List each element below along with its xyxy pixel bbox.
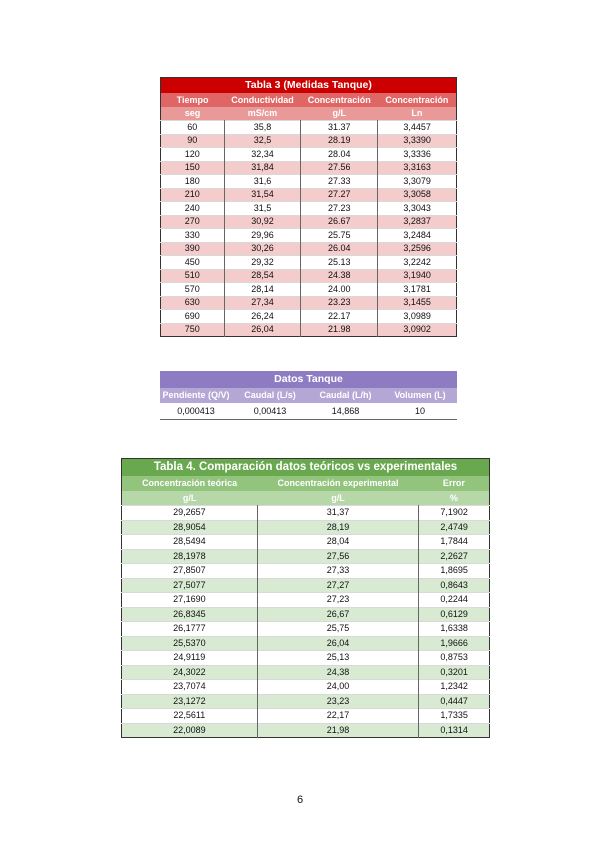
table-cell: 26,8345 [122,607,258,622]
table-cell: 750 [161,323,225,337]
column-unit: % [419,491,490,506]
table-cell: 60 [161,121,225,135]
table-cell: 3,3163 [378,161,457,175]
table-row [161,310,457,324]
table-row [122,709,490,724]
column-unit: g/L [122,491,258,506]
table-cell: 3,3058 [378,188,457,202]
table-cell: 0,8753 [419,651,490,666]
table-cell: 27,27 [257,578,419,593]
table-cell: 35,8 [224,121,301,135]
table-cell: 10 [414,405,425,416]
column-header: Concentración teórica [122,476,258,491]
table-cell: 0,000413 [177,405,215,416]
table-row [122,694,490,709]
table-cell: 27.27 [301,188,378,202]
table-cell: 2,4749 [419,520,490,535]
table-cell: 28,5494 [122,535,258,550]
table-cell: 3,2596 [378,242,457,256]
table-cell: 1,7844 [419,535,490,550]
table-cell: 25.13 [301,256,378,270]
table-cell: 3,0902 [378,323,457,337]
table-row [161,121,457,135]
table-cell: 510 [161,269,225,283]
table-cell: 26,04 [257,636,419,651]
table-cell: 0,6129 [419,607,490,622]
table-row [160,403,457,420]
table-row [122,665,490,680]
tabla-4-title: Tabla 4. Comparación datos teóricos vs experimentales [122,459,490,477]
table-cell: 31,5 [224,202,301,216]
table-cell: 29,2657 [122,506,258,521]
table-cell: 1,8695 [419,564,490,579]
table-cell: 23.23 [301,296,378,310]
table-row [161,229,457,243]
table-cell: 14,868 [331,405,360,416]
table-row [161,202,457,216]
table-cell: 30,26 [224,242,301,256]
table-cell: 23,23 [257,694,419,709]
tabla-4-comparacion [121,458,490,738]
table-row [122,680,490,695]
column-unit: g/L [257,491,419,506]
table-row [122,651,490,666]
table-cell: 3,4457 [378,121,457,135]
table-cell: 26.04 [301,242,378,256]
table-row [161,256,457,270]
table-cell: 3,3079 [378,175,457,189]
table-cell: 630 [161,296,225,310]
table-cell: 27.56 [301,161,378,175]
table-cell: 26,1777 [122,622,258,637]
table-cell: 3,3043 [378,202,457,216]
table-cell: 29,32 [224,256,301,270]
table-row [161,323,457,337]
column-header: Conductividad [224,93,301,107]
table-cell: 25.75 [301,229,378,243]
table-row [122,636,490,651]
table-cell: 3,3390 [378,134,457,148]
table-cell: 22,17 [257,709,419,724]
table-cell: 3,3336 [378,148,457,162]
column-unit: g/L [301,107,378,121]
column-header: Caudal (L/s) [232,388,308,403]
table-cell: 120 [161,148,225,162]
table-cell: 23,7074 [122,680,258,695]
table-cell: 23,1272 [122,694,258,709]
table-cell: 24,38 [257,665,419,680]
table-cell: 25,13 [257,651,419,666]
table-row [122,520,490,535]
column-unit: Ln [378,107,457,121]
table-cell: 1,6338 [419,622,490,637]
table-cell: 1,9666 [419,636,490,651]
table-cell: 240 [161,202,225,216]
table-cell: 0,8643 [419,578,490,593]
column-header: Concentración [301,93,378,107]
table-cell: 22.17 [301,310,378,324]
table-cell: 27,34 [224,296,301,310]
table-cell: 0,00413 [253,405,287,416]
table-cell: 0,1314 [419,723,490,738]
table-row [161,134,457,148]
page-number: 6 [296,794,304,806]
table-row [122,549,490,564]
tabla-3-medidas-tanque [160,77,457,337]
table-cell: 270 [161,215,225,229]
table-cell: 30,92 [224,215,301,229]
table-cell: 450 [161,256,225,270]
table-cell: 27,23 [257,593,419,608]
tabla-3-title: Tabla 3 (Medidas Tanque) [161,78,457,94]
table-cell: 210 [161,188,225,202]
table-cell: 25,5370 [122,636,258,651]
table-cell: 3,1940 [378,269,457,283]
table-row [122,723,490,738]
column-header: Concentración [378,93,457,107]
table-cell: 1,7335 [419,709,490,724]
table-cell: 28,04 [257,535,419,550]
table-row [161,296,457,310]
table-cell: 24.38 [301,269,378,283]
table-cell: 150 [161,161,225,175]
table-row [122,564,490,579]
table-row [122,578,490,593]
table-cell: 690 [161,310,225,324]
column-header: Caudal (L/h) [308,388,383,403]
table-cell: 31,6 [224,175,301,189]
table-row [122,535,490,550]
table-cell: 28,1978 [122,549,258,564]
table-cell: 31,54 [224,188,301,202]
table-cell: 25,75 [257,622,419,637]
table-row [122,506,490,521]
table-cell: 3,0989 [378,310,457,324]
table-cell: 31,84 [224,161,301,175]
table-cell: 28,54 [224,269,301,283]
table-cell: 28,19 [257,520,419,535]
table-cell: 7,1902 [419,506,490,521]
table-cell: 31.37 [301,121,378,135]
column-header: Tiempo [161,93,225,107]
table-cell: 32,34 [224,148,301,162]
table-cell: 0,3201 [419,665,490,680]
table-cell: 3,2242 [378,256,457,270]
datos-tanque-title: Datos Tanque [160,371,457,388]
table-cell: 26,24 [224,310,301,324]
column-header: Concentración experimental [257,476,419,491]
table-cell: 1,2342 [419,680,490,695]
table-cell: 27,8507 [122,564,258,579]
tabla-3-body [161,121,457,337]
table-cell: 24,9119 [122,651,258,666]
table-cell: 330 [161,229,225,243]
table-cell: 3,2484 [378,229,457,243]
table-cell: 24.00 [301,283,378,297]
table-cell: 26.67 [301,215,378,229]
table-cell: 28,9054 [122,520,258,535]
table-cell: 32,5 [224,134,301,148]
table-row [122,622,490,637]
table-row [161,188,457,202]
table-cell: 3,2837 [378,215,457,229]
column-unit: seg [161,107,225,121]
column-header: Error [419,476,490,491]
table-cell: 27.23 [301,202,378,216]
table-row [161,148,457,162]
table-cell: 27.33 [301,175,378,189]
table-cell: 27,5077 [122,578,258,593]
column-header: Pendiente (Q/V) [160,388,232,403]
table-row [161,283,457,297]
table-cell: 3,1781 [378,283,457,297]
table-row [161,269,457,283]
table-cell: 24,3022 [122,665,258,680]
table-cell: 22,0089 [122,723,258,738]
table-cell: 29,96 [224,229,301,243]
tabla-4-body [122,506,490,738]
table-cell: 28.04 [301,148,378,162]
table-cell: 26,67 [257,607,419,622]
table-cell: 390 [161,242,225,256]
table-row [122,593,490,608]
table-cell: 22,5611 [122,709,258,724]
table-cell: 3,1455 [378,296,457,310]
datos-tanque-table [160,371,457,420]
table-cell: 31,37 [257,506,419,521]
table-cell: 27,56 [257,549,419,564]
column-header: Volumen (L) [383,388,457,403]
table-cell: 2,2627 [419,549,490,564]
table-cell: 26,04 [224,323,301,337]
table-row [122,607,490,622]
table-cell: 27,1690 [122,593,258,608]
table-cell: 21,98 [257,723,419,738]
table-row [161,175,457,189]
table-cell: 90 [161,134,225,148]
table-cell: 28.19 [301,134,378,148]
table-cell: 24,00 [257,680,419,695]
column-unit: mS/cm [224,107,301,121]
table-cell: 28,14 [224,283,301,297]
table-cell: 570 [161,283,225,297]
table-cell: 21.98 [301,323,378,337]
table-row [161,242,457,256]
table-row [161,161,457,175]
table-cell: 0,4447 [419,694,490,709]
table-cell: 27,33 [257,564,419,579]
table-row [161,215,457,229]
table-cell: 0,2244 [419,593,490,608]
table-cell: 180 [161,175,225,189]
